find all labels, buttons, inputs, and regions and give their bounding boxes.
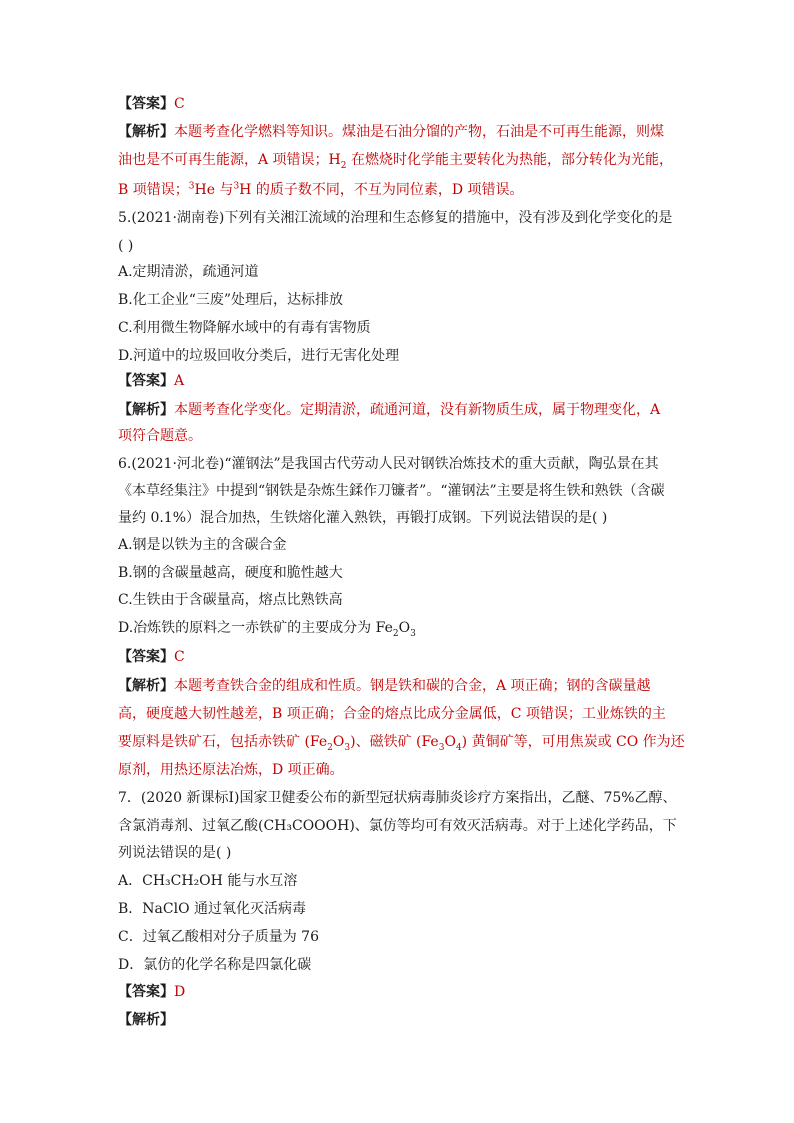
option-a: A．CH₃CH₂OH 能与水互溶 [118,873,298,889]
question-stem: 6.(2021·河北卷)“灌钢法”是我国古代劳动人民对钢铁冶炼技术的重大贡献，陶弘景在其 [118,456,659,472]
analysis-text-line [118,150,678,172]
question-stem: 《本草经集注》中提到“钢铁是杂炼生鍒作刀镰者”。“灌钢法”主要是将生铁和熟铁（含碳 [118,483,665,499]
analysis-text: 本题考查化学变化。定期清淤，疏通河道，没有新物质生成，属于物理变化，A [174,402,661,418]
analysis-text-line [118,732,685,754]
question-stem: 7．(2020 新课标Ⅰ)国家卫健委公布的新型冠状病毒肺炎诊疗方案指出，乙醚、75%乙醇、 [118,790,677,806]
subscript: 2 [327,742,333,753]
option-c: C.利用微生物降解水域中的有毒有害物质 [118,320,371,336]
analysis-text: 项符合题意。 [118,428,202,444]
option-d: D．氯仿的化学名称是四氯化碳 [118,957,312,973]
subscript: 3 [410,628,416,639]
option-text: O [398,620,411,636]
question-stem: 5.(2021·湖南卷)下列有关湘江流域的治理和生态修复的措施中，没有涉及到化学变化的是 [118,210,673,226]
superscript: 3 [233,181,240,192]
analysis-text: 油也是不可再生能源，A 项错误；H [118,152,341,168]
answer-label: 【答案】 [118,96,174,112]
analysis-text-line [118,180,678,202]
question-stem: ( ) [118,238,134,254]
question-stem: 列说法错误的是( ) [118,845,232,861]
analysis-text: 本题考查化学燃料等知识。煤油是石油分馏的产物，石油是不可再生能源，则煤 [174,124,664,140]
analysis-text: O [444,734,456,750]
subscript: 3 [344,742,351,753]
analysis-text: 在燃烧时化学能主要转化为热能，部分转化为光能， [346,152,673,168]
option-b: B.化工企业“三废”处理后，达标排放 [118,292,344,308]
analysis-label: 【解析】 [118,678,174,694]
analysis-text: )、磁铁矿 (Fe [350,734,439,750]
option-d [118,618,678,640]
answer-label: 【答案】 [118,649,174,665]
analysis-label: 【解析】 [118,402,174,418]
subscript: 3 [438,742,445,753]
answer-label: 【答案】 [118,984,174,1000]
question-stem: 含氯消毒剂、过氧乙酸(CH₃COOOH)、氯仿等均可有效灭活病毒。对于上述化学药品，下 [118,818,677,834]
superscript: 3 [188,181,195,192]
analysis-text: 本题考查铁合金的组成和性质。钢是铁和碳的合金，A 项正确；钢的含碳量越 [174,678,651,694]
answer-line [118,371,678,393]
subscript: 2 [340,160,347,171]
analysis-line [118,1010,678,1032]
analysis-text: B 项错误； [118,182,189,198]
answer-value: A [174,373,185,389]
answer-line [118,647,678,669]
analysis-text: 原剂，用热还原法冶炼，D 项正确。 [118,762,344,778]
analysis-line [118,676,678,698]
option-a: A.钢是以铁为主的含碳合金 [118,537,287,553]
option-b: B．NaClO 通过氧化灭活病毒 [118,901,307,917]
analysis-text: 要原料是铁矿石，包括赤铁矿 (Fe [118,734,328,750]
subscript: 2 [392,628,399,639]
analysis-label: 【解析】 [118,1012,174,1028]
analysis-text: H 的质子数不同，不互为同位素，D 项错误。 [239,182,524,198]
analysis-line [118,122,678,144]
analysis-text: 高，硬度越大韧性越差，B 项正确；合金的熔点比成分金属低，C 项错误；工业炼铁的主 [118,706,666,722]
answer-value: D [174,984,186,1000]
analysis-text: O [332,734,345,750]
option-c: C．过氧乙酸相对分子质量为 76 [118,929,319,945]
analysis-text: He 与 [194,182,234,198]
option-a: A.定期清淤，疏通河道 [118,264,259,280]
answer-label: 【答案】 [118,373,174,389]
question-stem: 量约 0.1%）混合加热，生铁熔化灌入熟铁，再锻打成钢。下列说法错误的是( ) [118,510,608,526]
analysis-label: 【解析】 [118,124,174,140]
option-text: D.冶炼铁的原料之一赤铁矿的主要成分为 Fe [118,620,393,636]
answer-line [118,982,678,1004]
option-c: C.生铁由于含碳量高，熔点比熟铁高 [118,592,343,608]
option-b: B.钢的含碳量越高，硬度和脆性越大 [118,565,343,581]
answer-line [118,94,678,116]
answer-value: C [174,649,185,665]
option-d: D.河道中的垃圾回收分类后，进行无害化处理 [118,348,400,364]
subscript: 4 [455,742,462,753]
analysis-line [118,400,678,422]
analysis-text: ) 黄铜矿等，可用焦炭或 CO 作为还 [461,734,685,750]
answer-value: C [174,96,185,112]
